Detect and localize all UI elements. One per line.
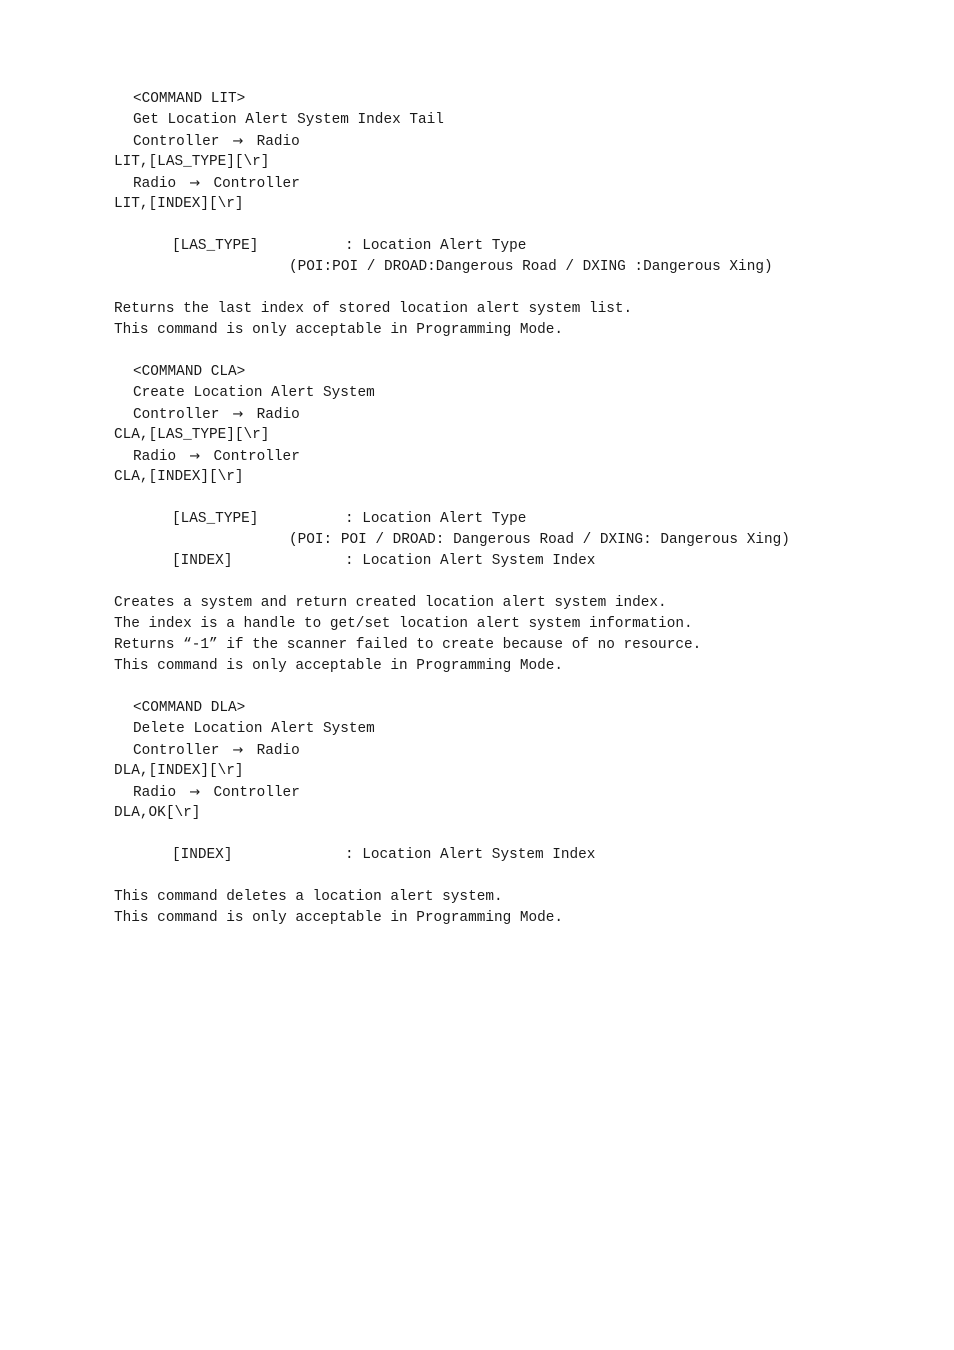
command-section-lit [114,89,934,362]
response-syntax: CLA,[INDEX][\r] [114,469,244,485]
right-arrow-icon: → [189,176,201,191]
note-line: This command is only acceptable in Programming Mode. [114,658,564,674]
param-desc: : Location Alert Type [345,511,527,527]
direction-controller-to-radio [114,131,934,152]
right-arrow-icon: → [232,134,244,149]
right-arrow-icon: → [232,407,244,422]
direction-to: Controller [213,176,300,192]
direction-radio-to-controller [114,446,934,467]
direction-to: Controller [213,785,300,801]
direction-from: Controller [133,407,220,423]
note-line: The index is a handle to get/set location alert system information. [114,616,693,632]
direction-from: Controller [133,134,220,150]
controller-syntax: CLA,[LAS_TYPE][\r] [114,427,270,443]
param-row [114,845,934,866]
param-values: (POI:POI / DROAD:Dangerous Road / DXING :Dangerous Xing) [289,259,773,275]
command-description: Get Location Alert System Index Tail [133,112,444,128]
direction-radio-to-controller [114,173,934,194]
command-description: Delete Location Alert System [133,721,375,737]
param-name: [INDEX] [172,553,233,569]
response-syntax: LIT,[INDEX][\r] [114,196,244,212]
command-header: <COMMAND CLA> [133,364,246,380]
param-desc: : Location Alert Type [345,238,527,254]
command-header: <COMMAND DLA> [133,700,246,716]
param-row [114,236,934,257]
param-name: [LAS_TYPE] [172,238,259,254]
direction-radio-to-controller [114,782,934,803]
command-description: Create Location Alert System [133,385,375,401]
direction-controller-to-radio [114,404,934,425]
param-name: [INDEX] [172,847,233,863]
param-desc: : Location Alert System Index [345,847,596,863]
right-arrow-icon: → [232,743,244,758]
direction-from: Controller [133,743,220,759]
param-row [114,551,934,572]
param-values: (POI: POI / DROAD: Dangerous Road / DXING: Dangerous Xing) [289,532,790,548]
right-arrow-icon: → [189,449,201,464]
direction-from: Radio [133,785,177,801]
command-header: <COMMAND LIT> [133,91,246,107]
response-syntax: DLA,OK[\r] [114,805,201,821]
param-name: [LAS_TYPE] [172,511,259,527]
direction-from: Radio [133,176,177,192]
note-line: This command is only acceptable in Programming Mode. [114,910,564,926]
command-section-cla [114,362,934,698]
note-line: Returns “-1” if the scanner failed to create because of no resource. [114,637,702,653]
note-line: This command deletes a location alert system. [114,889,503,905]
param-desc: : Location Alert System Index [345,553,596,569]
direction-to: Radio [256,743,300,759]
note-line: Returns the last index of stored location alert system list. [114,301,633,317]
direction-from: Radio [133,449,177,465]
note-line: Creates a system and return created location alert system index. [114,595,667,611]
command-section-dla [114,698,934,929]
direction-to: Controller [213,449,300,465]
param-row [114,509,934,530]
document-body [114,89,934,929]
right-arrow-icon: → [189,785,201,800]
controller-syntax: LIT,[LAS_TYPE][\r] [114,154,270,170]
direction-controller-to-radio [114,740,934,761]
controller-syntax: DLA,[INDEX][\r] [114,763,244,779]
note-line: This command is only acceptable in Programming Mode. [114,322,564,338]
direction-to: Radio [256,407,300,423]
direction-to: Radio [256,134,300,150]
